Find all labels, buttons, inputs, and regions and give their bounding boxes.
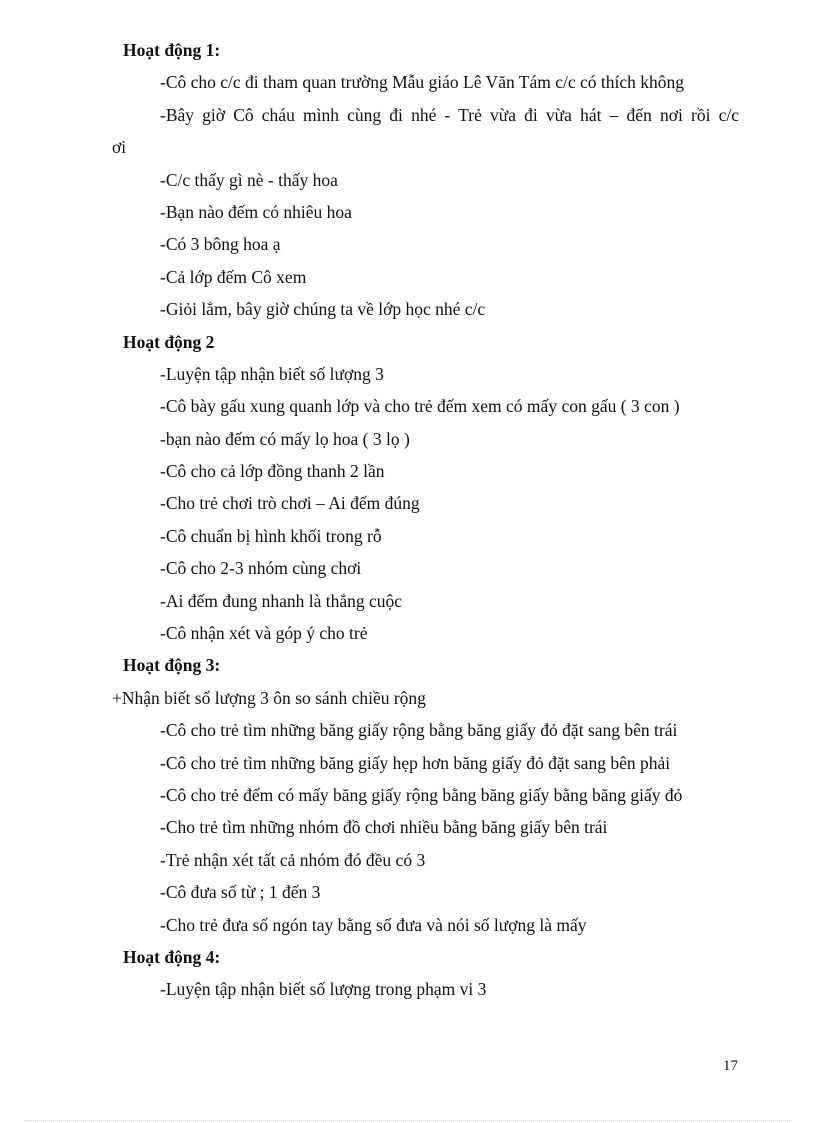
paragraph-line: -Cho trẻ chơi trò chơi – Ai đếm đúng bbox=[160, 493, 420, 514]
paragraph-line: -Có 3 bông hoa ạ bbox=[160, 234, 281, 255]
paragraph-line: -Cô cho c/c đi tham quan trường Mẫu giáo Lê Văn Tám c/c có thích không bbox=[160, 72, 685, 93]
page-number: 17 bbox=[723, 1058, 738, 1074]
section-heading: Hoạt động 1: bbox=[123, 40, 221, 60]
document-body bbox=[112, 34, 739, 1006]
paragraph-line: +Nhận biết số lượng 3 ôn so sánh chiều rộng bbox=[112, 687, 426, 708]
paragraph-line: -Cô chuẩn bị hình khối trong rỗ bbox=[160, 525, 382, 546]
paragraph-line: -Cô đưa số từ ; 1 đến 3 bbox=[160, 882, 321, 903]
paragraph-line: -Luyện tập nhận biết số lượng 3 bbox=[160, 363, 384, 384]
section-heading: Hoạt động 2 bbox=[123, 331, 215, 352]
paragraph-line: -Trẻ nhận xét tất cả nhóm đó đều có 3 bbox=[160, 849, 426, 870]
paragraph-line: -Cho trẻ tìm những nhóm đồ chơi nhiều bằng băng giấy bên trái bbox=[160, 817, 608, 838]
paragraph-line: ơi bbox=[112, 137, 127, 158]
section-heading: Hoạt động 4: bbox=[123, 946, 221, 967]
paragraph-line: -Cô cho 2-3 nhóm cùng chơi bbox=[160, 558, 362, 579]
paragraph-line: -Luyện tập nhận biết số lượng trong phạm vi 3 bbox=[160, 979, 487, 1000]
paragraph-line: -Ai đếm đung nhanh là thắng cuộc bbox=[160, 590, 403, 611]
paragraph-line: -Cô bày gấu xung quanh lớp và cho trẻ đếm xem có mấy con gấu ( 3 con ) bbox=[160, 396, 680, 417]
paragraph-line: -Bạn nào đếm có nhiêu hoa bbox=[160, 201, 352, 222]
paragraph-line: -Giỏi lắm, bây giờ chúng ta về lớp học nhé c/c bbox=[160, 299, 486, 320]
paragraph-line: -Cô cho trẻ tìm những băng giấy rộng bằng băng giấy đỏ đặt sang bên trái bbox=[160, 720, 678, 741]
footer-divider bbox=[24, 1120, 792, 1121]
section-heading: Hoạt động 3: bbox=[123, 655, 221, 676]
paragraph-line: -Bây giờ Cô cháu mình cùng đi nhé - Trẻ vừa đi vừa hát – đến nơi rồi c/c bbox=[160, 104, 739, 125]
paragraph-line: -Cô nhận xét và góp ý cho trẻ bbox=[160, 623, 368, 644]
paragraph-line: -Cô cho cả lớp đồng thanh 2 lần bbox=[160, 461, 385, 482]
paragraph-line: -Cô cho trẻ tìm những băng giấy hẹp hơn băng giấy đỏ đặt sang bên phải bbox=[160, 752, 671, 773]
paragraph-line: -Cô cho trẻ đếm có mấy băng giấy rộng bằng băng giấy bằng băng giấy đỏ bbox=[160, 784, 683, 805]
paragraph-line: -bạn nào đếm có mấy lọ hoa ( 3 lọ ) bbox=[160, 428, 410, 449]
paragraph-line: -C/c thấy gì nè - thấy hoa bbox=[160, 169, 338, 190]
paragraph-line: -Cho trẻ đưa số ngón tay bằng số đưa và nói số lượng là mấy bbox=[160, 914, 587, 935]
paragraph-line: -Cả lớp đếm Cô xem bbox=[160, 266, 307, 287]
